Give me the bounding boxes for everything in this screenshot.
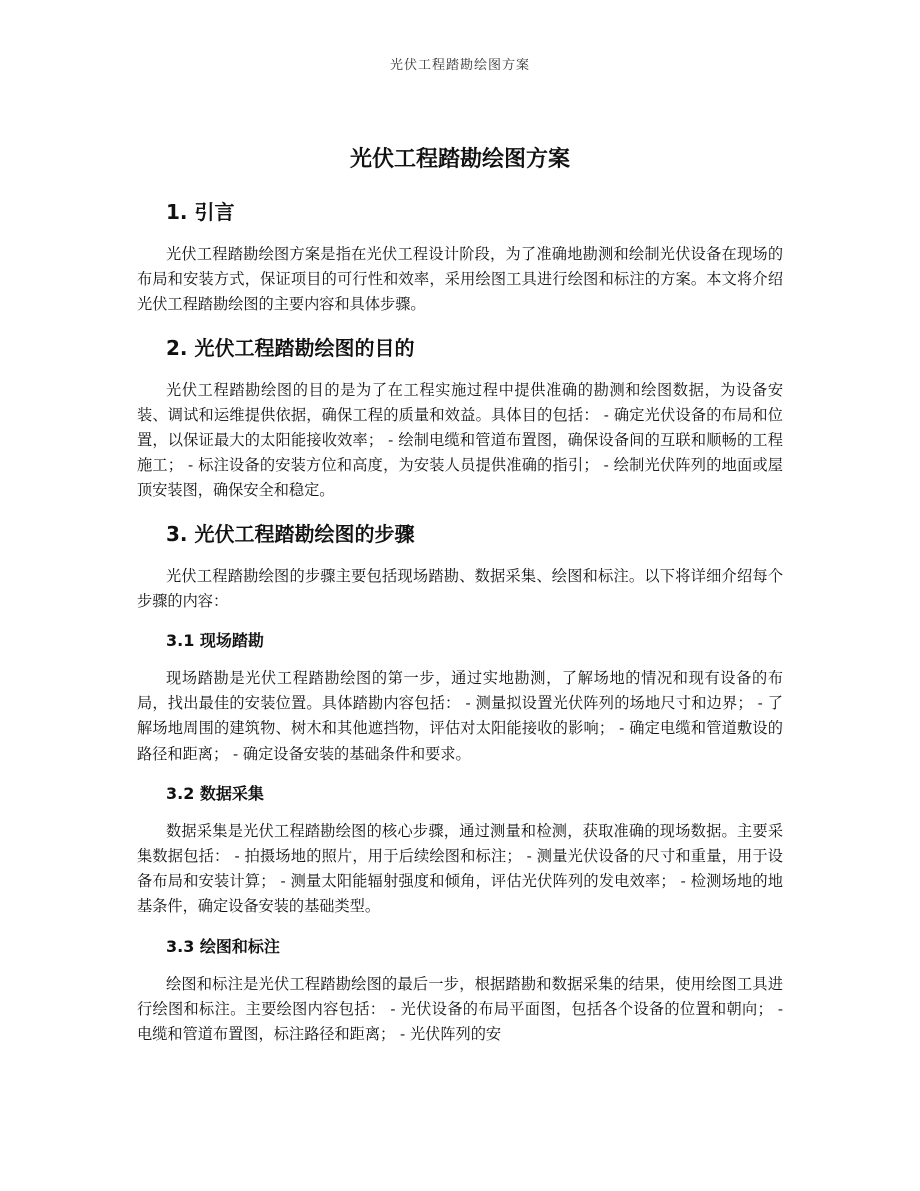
section-paragraph-purpose: 光伏工程踏勘绘图的目的是为了在工程实施过程中提供准确的勘测和绘图数据，为设备安装、调试和运维提供依据，确保工程的质量和效益。具体目的包括： - 确定光伏设备的布局和位置，以保证最大的太阳能接收效率； - 绘制电缆和管道布置图，确保设备间的互联和顺畅的工程施工； - 标注设备的安装方位和高度，为安装人员提供准确的指引； - 绘制光伏阵列的地面或屋顶安装图，确保安全和稳定。 [137, 380, 783, 500]
subsection-heading-drawing: 3.3 绘图和标注 [166, 936, 280, 956]
subsection-paragraph-data-collection: 数据采集是光伏工程踏勘绘图的核心步骤，通过测量和检测，获取准确的现场数据。主要采集数据包括： - 拍摄场地的照片，用于后续绘图和标注； - 测量光伏设备的尺寸和重量，用于设备布局和安装计算； - 测量太阳能辐射强度和倾角，评估光伏阵列的发电效率； - 检测场地的地基条件，确定设备安装的基础类型。 [137, 821, 783, 916]
subsection-heading-site-survey: 3.1 现场踏勘 [166, 631, 264, 651]
document-body [137, 140, 783, 1059]
section-heading-steps: 3. 光伏工程踏勘绘图的步骤 [166, 521, 415, 546]
document-title: 光伏工程踏勘绘图方案 [349, 147, 570, 172]
section-heading-intro: 1. 引言 [166, 200, 235, 224]
subsection-paragraph-drawing: 绘图和标注是光伏工程踏勘绘图的最后一步，根据踏勘和数据采集的结果，使用绘图工具进行绘图和标注。主要绘图内容包括： - 光伏设备的布局平面图，包括各个设备的位置和朝向； - 电缆和管道布置图，标注路径和距离； - 光伏阵列的安 [137, 974, 783, 1044]
section-heading-purpose: 2. 光伏工程踏勘绘图的目的 [166, 335, 415, 360]
subsection-heading-data-collection: 3.2 数据采集 [166, 783, 264, 803]
section-paragraph-steps: 光伏工程踏勘绘图的步骤主要包括现场踏勘、数据采集、绘图和标注。以下将详细介绍每个步骤的内容： [137, 566, 783, 610]
running-header: 光伏工程踏勘绘图方案 [389, 58, 530, 73]
section-paragraph-intro: 光伏工程踏勘绘图方案是指在光伏工程设计阶段，为了准确地勘测和绘制光伏设备在现场的布局和安装方式，保证项目的可行性和效率，采用绘图工具进行绘图和标注的方案。本文将介绍光伏工程踏勘绘图的主要内容和具体步骤。 [137, 245, 783, 314]
subsection-paragraph-site-survey: 现场踏勘是光伏工程踏勘绘图的第一步，通过实地勘测，了解场地的情况和现有设备的布局，找出最佳的安装位置。具体踏勘内容包括： - 测量拟设置光伏阵列的场地尺寸和边界； - 了解场地周围的建筑物、树木和其他遮挡物，评估对太阳能接收的影响； - 确定电缆和管道敷设的路径和距离； - 确定设备安装的基础条件和要求。 [137, 669, 783, 763]
